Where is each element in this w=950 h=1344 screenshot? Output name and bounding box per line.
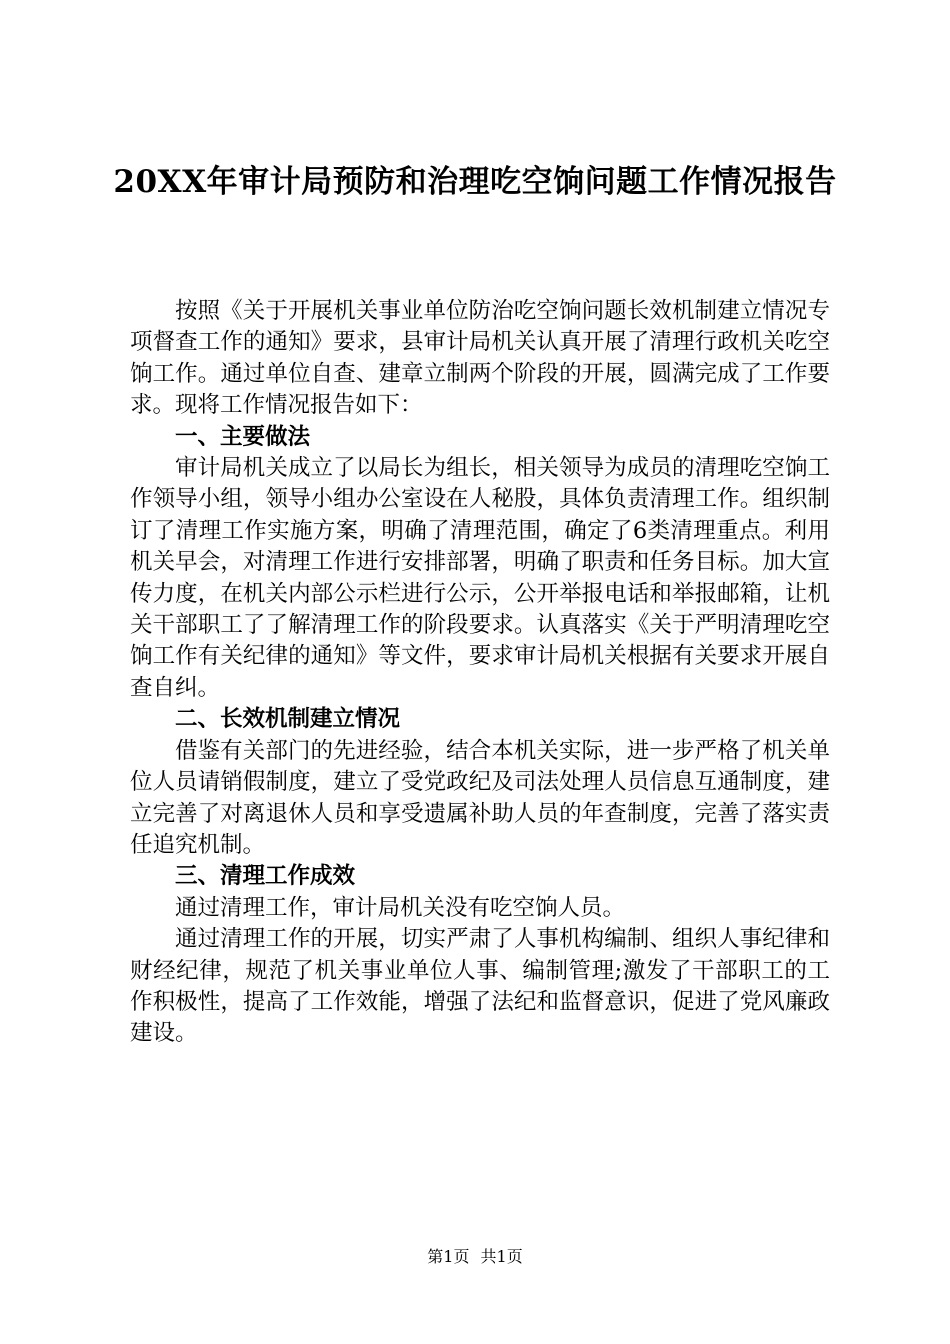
- page-total: 共1页: [480, 1247, 523, 1266]
- section-heading: 二、长效机制建立情况: [175, 706, 401, 733]
- intro-paragraph: 按照《关于开展机关事业单位防治吃空饷问题长效机制建立情况专项督查工作的通知》要求，县审计局机关认真开展了清理行政机关吃空饷工作。通过单位自查、建章立制两个阶段的开展，圆满完成了工作要求。现将工作情况报告如下：: [130, 298, 830, 419]
- section-heading: 一、主要做法: [175, 423, 311, 450]
- section-mechanism: [130, 704, 830, 861]
- section-heading: 三、清理工作成效: [175, 863, 356, 890]
- document-title: 20XX年审计局预防和治理吃空饷问题工作情况报告: [113, 164, 837, 200]
- document-body: [130, 296, 830, 1050]
- page-footer: [0, 1244, 950, 1267]
- section-paragraph: 通过清理工作的开展，切实严肃了人事机构编制、组织人事纪律和财经纪律，规范了机关事业单位人事、编制管理;激发了干部职工的工作积极性，提高了工作效能，增强了法纪和监督意识，促进了党风廉政建设。: [130, 926, 830, 1047]
- section-results: [130, 861, 830, 1049]
- page-number: 第1页: [427, 1247, 470, 1266]
- section-main-practices: [130, 422, 830, 705]
- section-paragraph: 借鉴有关部门的先进经验，结合本机关实际，进一步严格了机关单位人员请销假制度，建立了受党政纪及司法处理人员信息互通制度，建立完善了对离退休人员和享受遗属补助人员的年查制度，完善了落实责任追究机制。: [130, 737, 830, 858]
- section-paragraph: 通过清理工作，审计局机关没有吃空饷人员。: [175, 894, 626, 921]
- section-paragraph: 审计局机关成立了以局长为组长，相关领导为成员的清理吃空饷工作领导小组，领导小组办公室设在人秘股，具体负责清理工作。组织制订了清理工作实施方案，明确了清理范围，确定了6类清理重点。利用机关早会，对清理工作进行安排部署，明确了职责和任务目标。加大宣传力度，在机关内部公示栏进行公示，公开举报电话和举报邮箱，让机关干部职工了了解清理工作的阶段要求。认真落实《关于严明清理吃空饷工作有关纪律的通知》等文件，要求审计局机关根据有关要求开展自查自纠。: [130, 455, 830, 701]
